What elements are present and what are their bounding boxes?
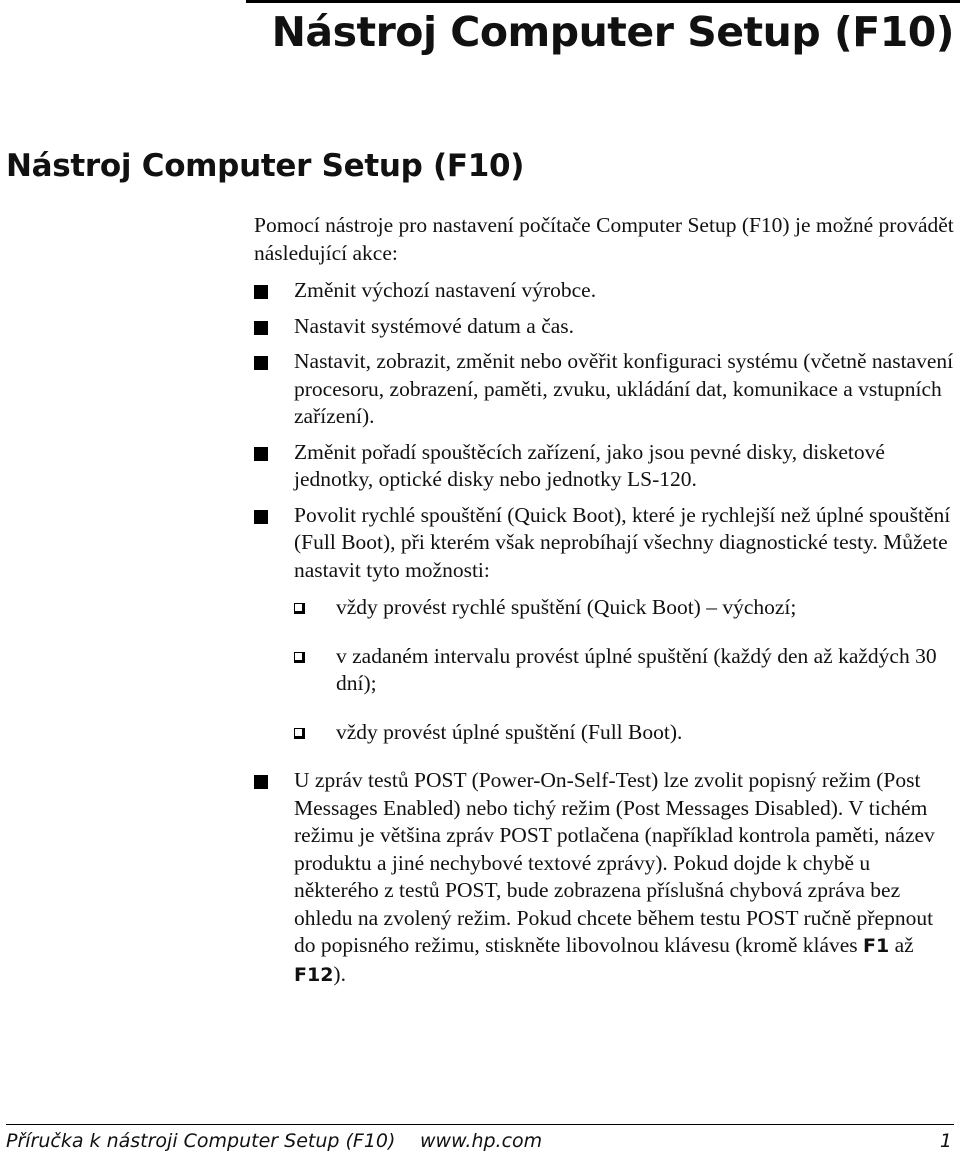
list-item — [254, 439, 954, 494]
list-item-text: Změnit výchozí nastavení výrobce. — [294, 278, 597, 302]
checkbox-bullet-icon — [294, 728, 305, 739]
square-bullet-icon — [254, 775, 268, 789]
footer — [6, 1130, 952, 1156]
square-bullet-icon — [254, 285, 268, 299]
list-item — [254, 277, 954, 305]
post-text-before: U zpráv testů POST (Power-On-Self-Test) lze zvolit popisný režim (Post Messages Enabled) nebo tichý režim (Post Messages Disabled). V tichém režimu je většina zpráv POST potlačena (například kontrola paměti, název produktu a jiné nechybové textové zprávy). Pokud dojde k chybě u některého z testů POST, bude zobrazena příslušná chybová zpráva bez ohledu na zvolený režim. Pokud chcete během testu POST ručně přepnout do popisného režimu, stiskněte libovolnou klávesu (kromě kláves — [294, 768, 935, 957]
list-item-text: Změnit pořadí spouštěcích zařízení, jako jsou pevné disky, disketové jednotky, optické disky nebo jednotky LS-120. — [294, 439, 885, 491]
sub-list-item-text: v zadaném intervalu provést úplné spuštění (každý den až každých 30 dní); — [336, 643, 937, 695]
sub-list-item — [294, 643, 954, 698]
header-rule — [246, 0, 960, 3]
checkbox-bullet-icon — [294, 652, 305, 663]
footer-rule — [6, 1124, 954, 1125]
section-title: Nástroj Computer Setup (F10) — [6, 148, 525, 184]
footer-title: Příručka k nástroji Computer Setup (F10) — [6, 1130, 396, 1152]
footer-url: www.hp.com — [420, 1130, 543, 1152]
page-number: 1 — [939, 1130, 952, 1152]
key-f12: F12 — [294, 963, 334, 986]
list-item-post-messages — [254, 767, 954, 989]
sub-list-item-text: vždy provést rychlé spuštění (Quick Boot) – výchozí; — [336, 595, 797, 619]
square-bullet-icon — [254, 321, 268, 335]
quick-boot-options — [294, 594, 954, 746]
list-item-text: Nastavit, zobrazit, změnit nebo ověřit konfiguraci systému (včetně nastavení procesoru, zobrazení, paměti, zvuku, ukládání dat, komunikace a vstupních zařízení). — [294, 349, 954, 428]
square-bullet-icon — [254, 447, 268, 461]
intro-paragraph: Pomocí nástroje pro nastavení počítače Computer Setup (F10) je možné provádět následující akce: — [254, 213, 954, 265]
key-f1: F1 — [863, 935, 890, 957]
body-content — [254, 212, 954, 997]
list-item-text: Povolit rychlé spouštění (Quick Boot), které je rychlejší než úplné spouštění (Full Boot), při kterém však neprobíhají všechny diagnostické testy. Můžete nastavit tyto možnosti: — [294, 502, 951, 582]
list-item-text: Nastavit systémové datum a čas. — [294, 313, 575, 338]
square-bullet-icon — [254, 356, 268, 370]
sub-list-item — [294, 719, 954, 747]
square-bullet-icon — [254, 510, 268, 524]
post-text-after: ). — [333, 961, 346, 986]
sub-list-item — [294, 594, 954, 622]
list-item — [254, 313, 954, 341]
post-text-between: až — [889, 933, 914, 957]
list-item-quick-boot — [254, 502, 954, 747]
list-item — [254, 348, 954, 431]
checkbox-bullet-icon — [294, 603, 305, 614]
sub-list-item-text: vždy provést úplné spuštění (Full Boot). — [336, 719, 683, 744]
chapter-title: Nástroj Computer Setup (F10) — [271, 8, 954, 56]
action-list — [254, 277, 954, 989]
